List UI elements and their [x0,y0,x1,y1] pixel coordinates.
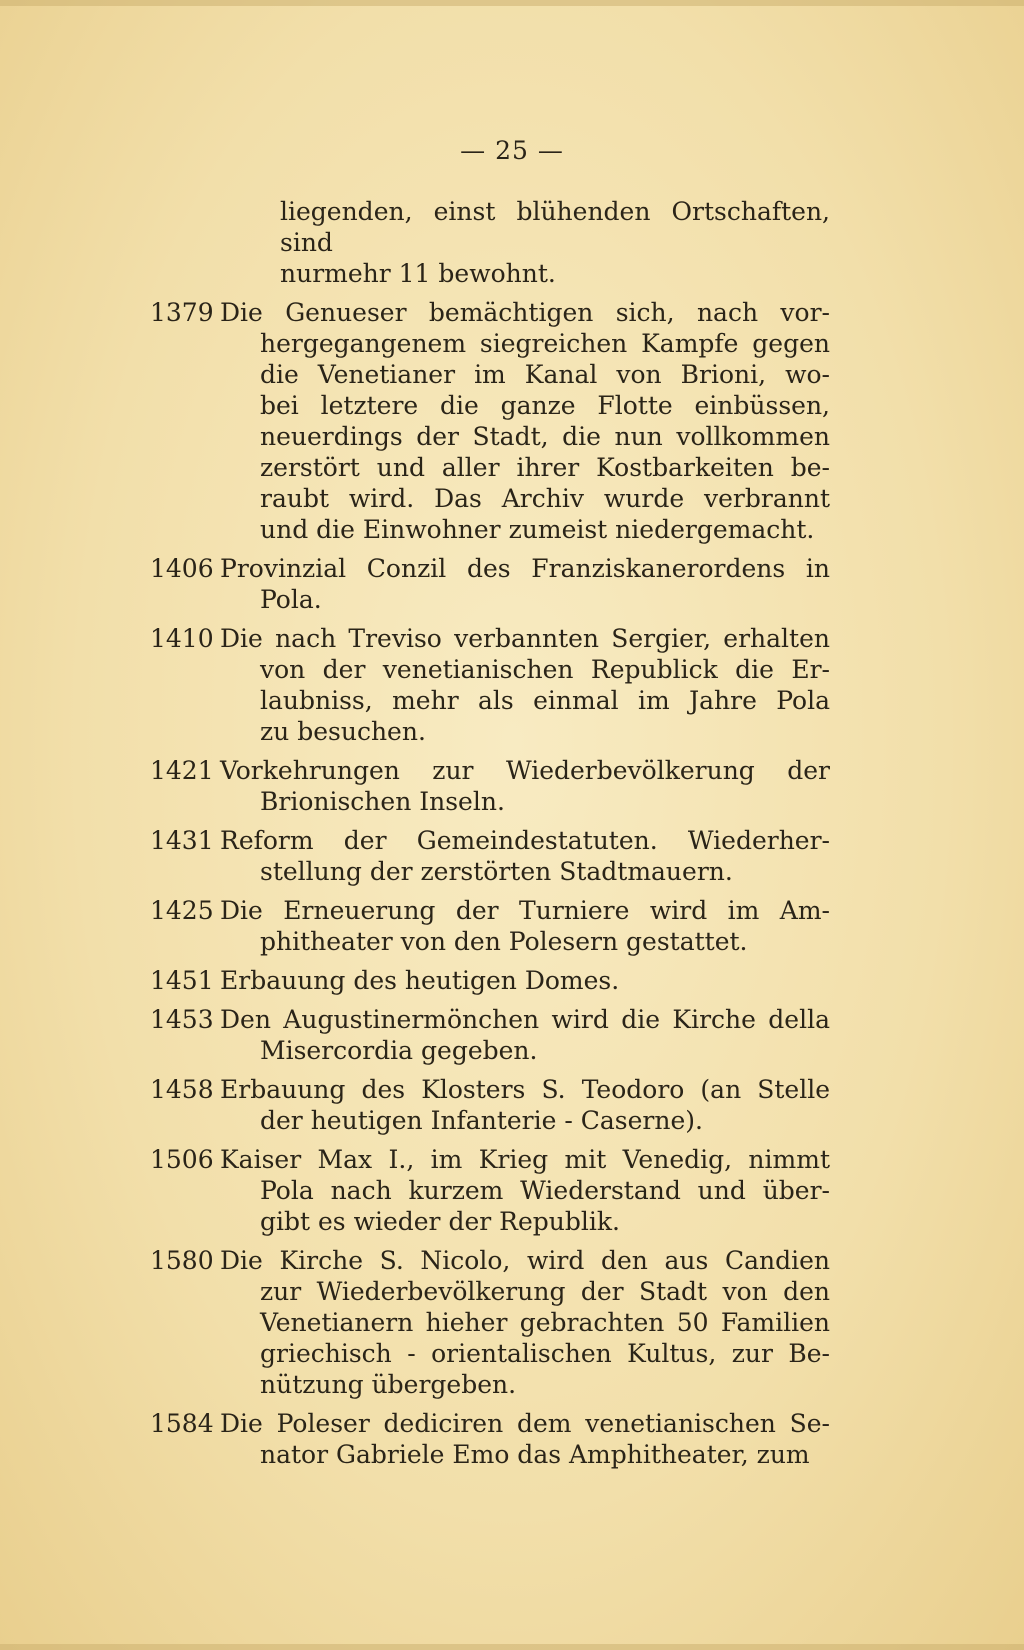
entry-line: griechisch - orientalischen Kultus, zur Be- [260,1339,830,1368]
entry-line: Erbauung des heutigen Domes. [220,966,620,995]
entry-body [220,965,830,996]
chronology-entry [150,755,830,817]
entry-line: Pola. [260,585,322,614]
entry-line: Die Genueser bemächtigen sich, nach vor- [220,298,830,327]
entry-year: 1410 [150,624,214,653]
entry-line: Vorkehrungen zur Wiederbevölkerung der [220,756,830,785]
entry-body [220,297,830,545]
entry-body [220,1245,830,1400]
chronology-entry [150,825,830,887]
entry-line: Die Erneuerung der Turniere wird im Am- [220,896,830,925]
entry-body [220,1004,830,1066]
entry-body [220,755,830,817]
entry-line: Den Augustinermönchen wird die Kirche della [220,1005,830,1034]
entry-line: Venetianern hieher gebrachten 50 Familien [260,1308,830,1337]
entry-line: die Venetianer im Kanal von Brioni, wo- [260,360,830,389]
entry-line: zu besuchen. [260,717,426,746]
entry-body [220,1074,830,1136]
entry-year: 1584 [150,1409,214,1438]
entry-line: Reform der Gemeindestatuten. Wiederher- [220,826,830,855]
entry-body [220,1408,830,1470]
intro-line: liegenden, einst blühenden Ortschaften, sind [280,197,830,257]
entry-year: 1458 [150,1075,214,1104]
chronology-entry [150,1144,830,1237]
entry-line: zerstört und aller ihrer Kostbarkeiten be- [260,453,830,482]
chronology-entry [150,1408,830,1470]
intro-line: nurmehr 11 bewohnt. [280,259,556,288]
chronology-entry [150,895,830,957]
entry-year: 1425 [150,896,214,925]
entry-line: Kaiser Max I., im Krieg mit Venedig, nimmt [220,1145,830,1174]
entry-line: nützung übergeben. [260,1370,517,1399]
entry-line: laubniss, mehr als einmal im Jahre Pola [260,686,830,715]
entry-line: der heutigen Infanterie - Caserne). [260,1106,703,1135]
chronology-entry [150,965,830,996]
entry-line: Die nach Treviso verbannten Sergier, erhalten [220,624,830,653]
entry-line: Die Poleser dediciren dem venetianischen Se- [220,1409,830,1438]
entry-line: raubt wird. Das Archiv wurde verbrannt [260,484,830,513]
entry-line: Brionischen Inseln. [260,787,505,816]
entry-body [220,825,830,887]
page-number: — 25 — [460,136,564,165]
entry-line: Provinzial Conzil des Franziskanerordens in [220,554,830,583]
entry-line: nator Gabriele Emo das Amphitheater, zum [260,1440,810,1469]
entry-line: zur Wiederbevölkerung der Stadt von den [260,1277,830,1306]
entry-body [220,623,830,747]
chronology-entry [150,297,830,545]
page-top-edge [0,0,1024,6]
entry-body [220,1144,830,1237]
entry-year: 1580 [150,1246,214,1275]
chronology-entry [150,1004,830,1066]
chronology-entries [150,297,830,1470]
chronology-entry [150,1074,830,1136]
entry-line: phitheater von den Polesern gestattet. [260,927,748,956]
chronology-entry [150,623,830,747]
entry-year: 1451 [150,966,214,995]
entry-line: Pola nach kurzem Wiederstand und über- [260,1176,830,1205]
entry-body [220,553,830,615]
chronology-entry [150,1245,830,1400]
entry-line: neuerdings der Stadt, die nun vollkommen [260,422,830,451]
entry-line: Die Kirche S. Nicolo, wird den aus Candien [220,1246,830,1275]
entry-line: von der venetianischen Republick die Er- [260,655,830,684]
entry-year: 1379 [150,298,214,327]
entry-year: 1431 [150,826,214,855]
entry-body [220,895,830,957]
chronology-entry [150,553,830,615]
intro-paragraph [150,196,830,289]
entry-line: hergegangenem siegreichen Kampfe gegen [260,329,830,358]
entry-line: Misercordia gegeben. [260,1036,538,1065]
entry-line: stellung der zerstörten Stadtmauern. [260,857,733,886]
entry-line: und die Einwohner zumeist niedergemacht. [260,515,815,544]
entry-year: 1453 [150,1005,214,1034]
chronology-text [150,196,830,1478]
entry-line: bei letztere die ganze Flotte einbüssen, [260,391,830,420]
entry-year: 1421 [150,756,214,785]
entry-line: Erbauung des Klosters S. Teodoro (an Stelle [220,1075,830,1104]
entry-year: 1506 [150,1145,214,1174]
entry-year: 1406 [150,554,214,583]
page-bottom-edge [0,1644,1024,1650]
entry-line: gibt es wieder der Republik. [260,1207,620,1236]
